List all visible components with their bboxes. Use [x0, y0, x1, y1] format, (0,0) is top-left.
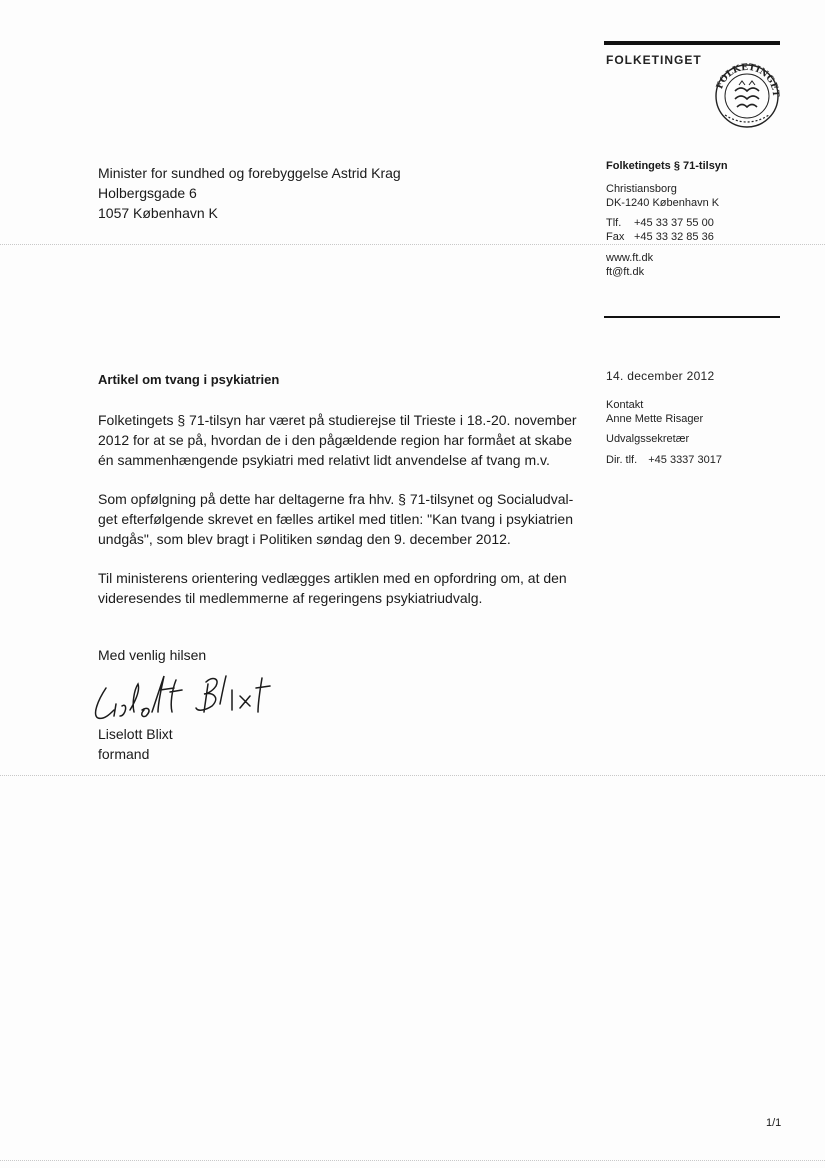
letterhead-rule-mid [604, 316, 780, 318]
seal-text: FOLKETINGET [715, 63, 781, 98]
phone-value: +45 33 37 55 00 [634, 217, 714, 229]
website-link[interactable]: www.ft.dk [606, 252, 654, 264]
handwritten-signature [86, 660, 296, 730]
fax-label: Fax [606, 231, 625, 243]
sender-contact [606, 216, 714, 244]
paragraph-line: 2012 for at se på, hvordan de i den pågældende region har formået at skabe [98, 432, 572, 448]
direct-phone-row [606, 453, 722, 467]
contact-block [606, 398, 703, 426]
phone-label: Tlf. [606, 217, 622, 229]
page-number: 1/1 [766, 1117, 782, 1129]
paragraph-line: Folketingets § 71-tilsyn har været på studierejse til Trieste i 18.-20. november [98, 412, 577, 428]
scan-artifact-line [0, 1160, 825, 1161]
letter-subject: Artikel om tvang i psykiatrien [98, 372, 280, 387]
paragraph-line: videresendes til medlemmerne af regeringens psykiatriudvalg. [98, 590, 483, 606]
contact-name: Anne Mette Risager [606, 413, 704, 425]
sender-web [606, 251, 653, 279]
sender-address-line: Christiansborg [606, 183, 677, 195]
direct-phone-value: +45 3337 3017 [648, 454, 722, 466]
sender-address [606, 182, 719, 210]
signer-name: Liselott Blixt [98, 726, 173, 742]
recipient-address [98, 163, 401, 223]
signer-block [98, 724, 173, 764]
contact-role: Udvalgssekretær [606, 433, 690, 445]
greeting: Med venlig hilsen [98, 647, 207, 663]
contact-label: Kontakt [606, 399, 644, 411]
paragraph-line: én sammenhængende psykiatri med relativt lidt anvendelse af tvang m.v. [98, 452, 550, 468]
letter-date: 14. december 2012 [606, 369, 715, 383]
email-link[interactable]: ft@ft.dk [606, 266, 645, 278]
folketinget-seal-icon [711, 63, 783, 129]
body-paragraph-2 [98, 489, 578, 549]
paragraph-line: get efterfølgende skrevet en fælles artikel med titlen: "Kan tvang i psykiatrien [98, 511, 573, 527]
fax-value: +45 33 32 85 36 [634, 231, 714, 243]
paragraph-line: undgås", som blev bragt i Politiken søndag den 9. december 2012. [98, 531, 511, 547]
signer-title: formand [98, 746, 150, 762]
sender-fax-row [606, 230, 714, 244]
scan-artifact-line [0, 244, 825, 245]
paragraph-line: Som opfølgning på dette har deltagerne fra hhv. § 71-tilsynet og Socialudval- [98, 491, 574, 507]
org-name: FOLKETINGET [606, 53, 702, 67]
recipient-line: Minister for sundhed og forebyggelse Astrid Krag [98, 165, 401, 181]
sender-phone-row [606, 216, 714, 230]
sender-address-line: DK-1240 København K [606, 197, 720, 209]
body-paragraph-1 [98, 410, 578, 470]
recipient-line: Holbergsgade 6 [98, 185, 197, 201]
paragraph-line: Til ministerens orientering vedlægges artiklen med en opfordring om, at den [98, 570, 567, 586]
direct-phone-label: Dir. tlf. [606, 454, 638, 466]
body-paragraph-3 [98, 568, 578, 608]
sender-title: Folketingets § 71-tilsyn [606, 160, 728, 172]
letterhead-rule-top [604, 41, 780, 45]
scan-artifact-line [0, 775, 825, 776]
recipient-line: 1057 København K [98, 205, 218, 221]
